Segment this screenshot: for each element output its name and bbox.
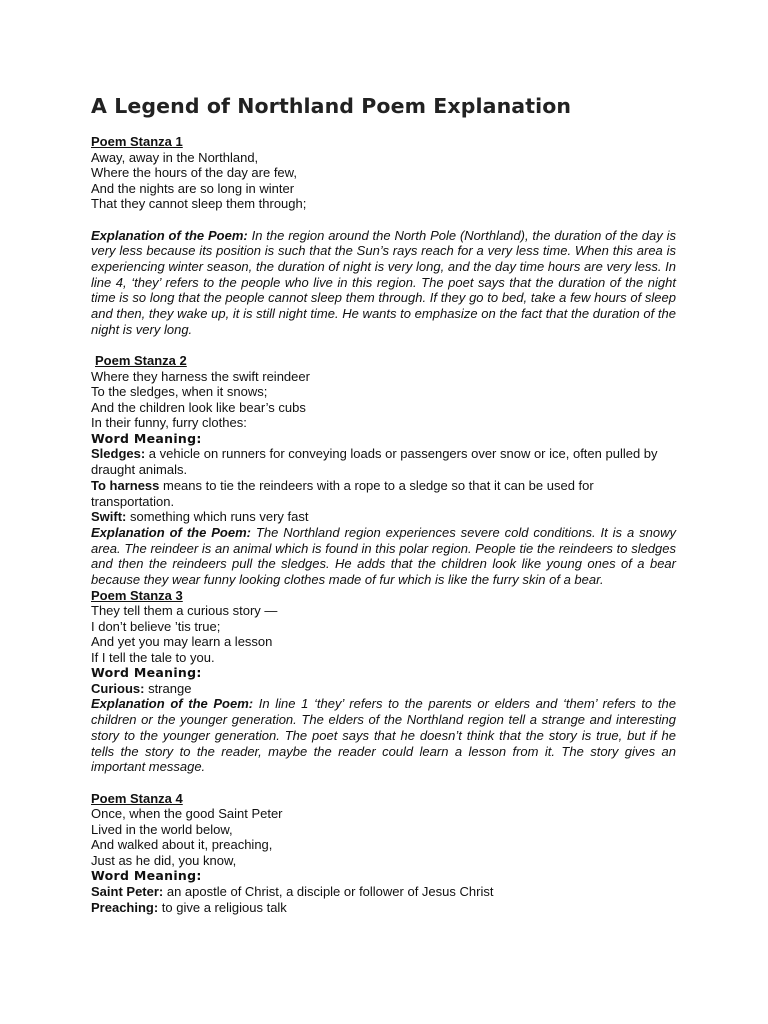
poem-line: They tell them a curious story — bbox=[91, 603, 278, 619]
word-definition: a vehicle on runners for conveying loads or passengers over snow or ice, often pulled by draught animals. bbox=[91, 446, 658, 478]
word-definition: something which runs very fast bbox=[126, 509, 309, 525]
explanation-label: Explanation of the Poem: bbox=[91, 227, 248, 243]
word-meaning-heading: Word Meaning: bbox=[91, 868, 202, 884]
poem-line: I don’t believe ’tis true; bbox=[91, 618, 221, 634]
stanza-3-section bbox=[91, 588, 676, 775]
poem-line: Once, when the good Saint Peter bbox=[91, 806, 283, 822]
word-term: Curious: bbox=[91, 680, 145, 696]
word-meaning-entry bbox=[91, 900, 676, 916]
poem-line: Where the hours of the day are few, bbox=[91, 165, 297, 180]
poem-line: Lived in the world below, bbox=[91, 821, 233, 837]
poem-line: Where they harness the swift reindeer bbox=[91, 368, 310, 384]
word-definition: to give a religious talk bbox=[158, 899, 287, 915]
explanation-label: Explanation of the Poem: bbox=[91, 524, 251, 540]
stanza-4-section bbox=[91, 791, 676, 915]
word-meaning-entry bbox=[91, 884, 676, 900]
word-meaning-entry bbox=[91, 681, 676, 697]
explanation-text: In the region around the North Pole (Northland), the duration of the day is very less because its position is such that the Sun’s rays reach for a very less time. When this area is experiencing winter season, the duration of night is very long, and the day time hours are very less. In line 4, ‘they’ refers to the people who live in this region. The poet says that the duration of the night time is so long that the people cannot sleep them through. If they go to bed, take a few hours of sleep and then, they wake up, it is still night time. He wants to emphasize on the fact that the duration of the night is very long. bbox=[91, 227, 676, 337]
word-meaning-entry bbox=[91, 509, 676, 525]
word-definition: strange bbox=[144, 680, 192, 696]
explanation-paragraph bbox=[91, 228, 676, 338]
stanza-heading: Poem Stanza 4 bbox=[91, 790, 183, 806]
poem-line: And yet you may learn a lesson bbox=[91, 634, 273, 650]
poem-line: And the children look like bear’s cubs bbox=[91, 399, 306, 415]
word-term: Preaching: bbox=[91, 899, 159, 915]
word-term: Swift: bbox=[91, 509, 127, 525]
document-content bbox=[91, 92, 676, 915]
word-meaning-entry bbox=[91, 446, 676, 477]
poem-line: And the nights are so long in winter bbox=[91, 180, 295, 196]
poem-line: Away, away in the Northland, bbox=[91, 149, 259, 165]
word-definition: means to tie the reindeers with a rope to a sledge so that it can be used for transportation. bbox=[91, 477, 594, 509]
explanation-paragraph bbox=[91, 525, 676, 588]
stanza-heading: Poem Stanza 3 bbox=[91, 587, 183, 603]
explanation-paragraph bbox=[91, 696, 676, 775]
stanza-1-section bbox=[91, 134, 676, 337]
poem-line: If I tell the tale to you. bbox=[91, 649, 215, 665]
poem-line: To the sledges, when it snows; bbox=[91, 384, 268, 400]
word-term: Sledges: bbox=[91, 446, 146, 462]
word-meaning-heading: Word Meaning: bbox=[91, 430, 202, 446]
word-definition: an apostle of Christ, a disciple or follower of Jesus Christ bbox=[163, 883, 494, 899]
stanza-heading: Poem Stanza 2 bbox=[95, 353, 187, 369]
poem-line: Just as he did, you know, bbox=[91, 852, 237, 868]
word-meaning-heading: Word Meaning: bbox=[91, 665, 202, 681]
explanation-text: The Northland region experiences severe cold conditions. It is a snowy area. The reindeer is an animal which is found in this polar region. People tie the reindeers to sledges and then the reindeers pull the sledges. He adds that the children look like young ones of a bear because they wear funny looking clothes made of fur which is like the furry skin of a bear. bbox=[91, 524, 676, 588]
explanation-label: Explanation of the Poem: bbox=[91, 696, 254, 712]
poem-line: In their funny, furry clothes: bbox=[91, 415, 247, 431]
stanza-heading: Poem Stanza 1 bbox=[91, 134, 183, 149]
word-term: Saint Peter: bbox=[91, 883, 164, 899]
stanza-2-section bbox=[91, 353, 676, 587]
word-meaning-entry bbox=[91, 478, 676, 509]
word-term: To harness bbox=[91, 477, 160, 493]
explanation-text: In line 1 ‘they’ refers to the parents or elders and ‘them’ refers to the children or the younger generation. The elders of the Northland region tell a strange and interesting story to the younger generation. The poet says that he doesn’t think that the story is true, but if he tells the story to the reader, maybe the reader could learn a lesson from it. The story gives an important message. bbox=[91, 696, 676, 775]
poem-line: That they cannot sleep them through; bbox=[91, 196, 307, 211]
page-title: A Legend of Northland Poem Explanation bbox=[91, 94, 572, 118]
poem-line: And walked about it, preaching, bbox=[91, 837, 273, 853]
